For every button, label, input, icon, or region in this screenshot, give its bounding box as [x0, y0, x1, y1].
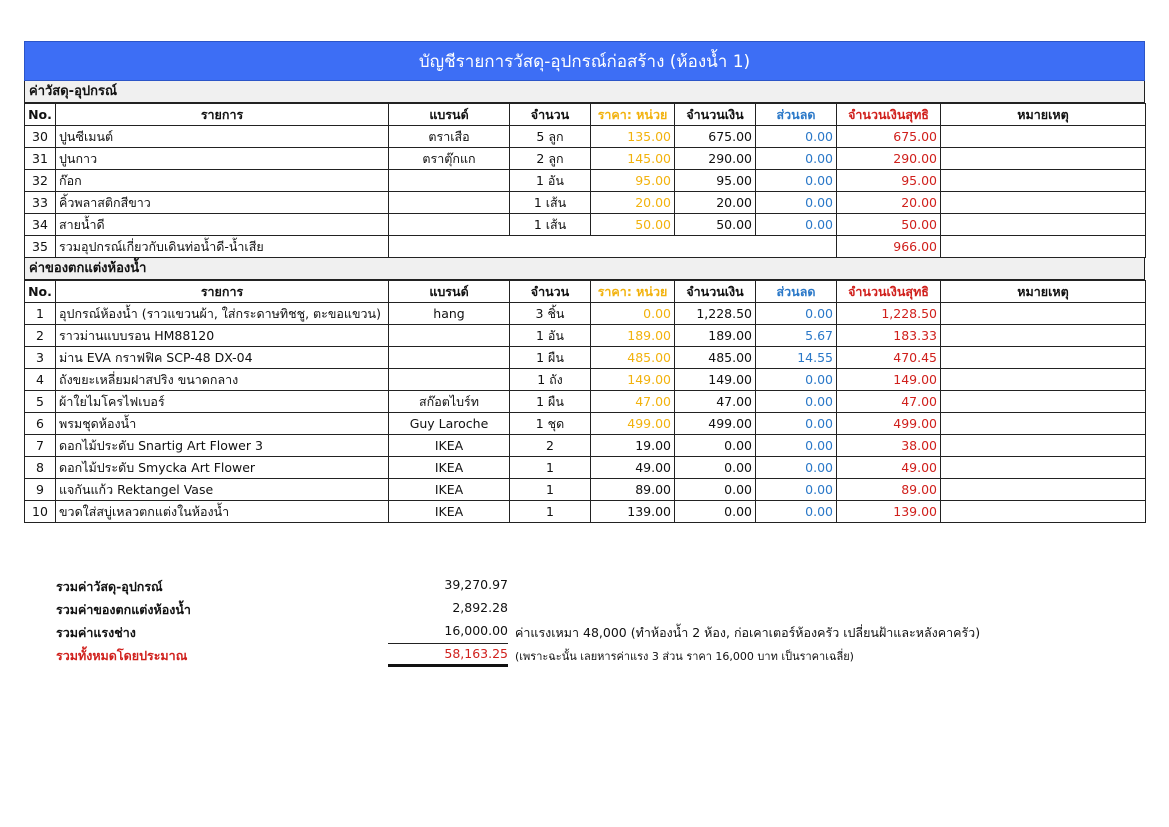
- row-qty: 1 อัน: [510, 325, 591, 347]
- row-brand: hang: [389, 303, 510, 325]
- row-item: ปูนกาว: [56, 148, 389, 170]
- row-note: [941, 435, 1146, 457]
- row-amount: 485.00: [675, 347, 756, 369]
- row-qty: 1: [510, 479, 591, 501]
- row-discount: 0.00: [756, 170, 837, 192]
- table-row: [25, 435, 1146, 457]
- col-note-header: หมายเหตุ: [941, 281, 1146, 303]
- row-brand: [389, 170, 510, 192]
- row-discount: 0.00: [756, 391, 837, 413]
- row-item: ถังขยะเหลี่ยมฝาสปริง ขนาดกลาง: [56, 369, 389, 391]
- row-price: 95.00: [591, 170, 675, 192]
- row-net: 38.00: [837, 435, 941, 457]
- total-top-rule: [388, 643, 508, 644]
- table-row: [25, 126, 1146, 148]
- summary-total-note: (เพราะฉะนั้น เลยหารค่าแรง 3 ส่วน ราคา 16,000 บาท เป็นราคาเฉลี่ย): [515, 650, 854, 663]
- table-row: [25, 391, 1146, 413]
- row-no: 8: [25, 457, 56, 479]
- row-amount: 0.00: [675, 435, 756, 457]
- row-discount: 0.00: [756, 148, 837, 170]
- row-net: 290.00: [837, 148, 941, 170]
- row-brand: IKEA: [389, 457, 510, 479]
- row-brand: สก๊อตไบร์ท: [389, 391, 510, 413]
- table-row: [25, 479, 1146, 501]
- row-qty: 1: [510, 501, 591, 523]
- row-discount: 0.00: [756, 413, 837, 435]
- col-brand-header: แบรนด์: [389, 104, 510, 126]
- row-price: 19.00: [591, 435, 675, 457]
- row-net: 1,228.50: [837, 303, 941, 325]
- row-discount: 0.00: [756, 501, 837, 523]
- row-qty: 1 ผืน: [510, 347, 591, 369]
- summary-labor-value: 16,000.00: [444, 623, 508, 638]
- row-note: [941, 214, 1146, 236]
- row-amount: 290.00: [675, 148, 756, 170]
- row-qty: 1 เส้น: [510, 214, 591, 236]
- col-net-header: จำนวนเงินสุทธิ: [837, 281, 941, 303]
- row-qty: 3 ชิ้น: [510, 303, 591, 325]
- row-note: [941, 325, 1146, 347]
- row-net: 50.00: [837, 214, 941, 236]
- row-price: 50.00: [591, 214, 675, 236]
- table-row: [25, 413, 1146, 435]
- row-item: ดอกไม้ประดับ Smycka Art Flower: [56, 457, 389, 479]
- row-no: 9: [25, 479, 56, 501]
- row-note: [941, 192, 1146, 214]
- row-qty: 1 อัน: [510, 170, 591, 192]
- row-qty: 1: [510, 457, 591, 479]
- materials-table: [24, 103, 1146, 258]
- row-no: 30: [25, 126, 56, 148]
- subtotal-item: รวมอุปกรณ์เกี่ยวกับเดินท่อน้ำดี-น้ำเสีย: [56, 236, 389, 258]
- row-discount: 0.00: [756, 479, 837, 501]
- summary-labor-row: [56, 620, 1146, 643]
- section-materials-heading: ค่าวัสดุ-อุปกรณ์: [24, 81, 1145, 103]
- spreadsheet: [24, 41, 1145, 523]
- table-row: [25, 214, 1146, 236]
- row-brand: [389, 325, 510, 347]
- row-price: 149.00: [591, 369, 675, 391]
- row-net: 470.45: [837, 347, 941, 369]
- sheet-title: บัญชีรายการวัสดุ-อุปกรณ์ก่อสร้าง (ห้องน้ำ 1): [24, 41, 1145, 81]
- subtotal-blank: [389, 236, 837, 258]
- row-note: [941, 126, 1146, 148]
- row-discount: 0.00: [756, 303, 837, 325]
- row-no: 1: [25, 303, 56, 325]
- row-price: 89.00: [591, 479, 675, 501]
- col-brand-header: แบรนด์: [389, 281, 510, 303]
- row-brand: [389, 369, 510, 391]
- row-note: [941, 413, 1146, 435]
- row-net: 47.00: [837, 391, 941, 413]
- row-item: อุปกรณ์ห้องน้ำ (ราวแขวนผ้า, ใส่กระดาษทิชชู, ตะขอแขวน): [56, 303, 389, 325]
- row-price: 499.00: [591, 413, 675, 435]
- row-net: 499.00: [837, 413, 941, 435]
- row-item: แจกันแก้ว Rektangel Vase: [56, 479, 389, 501]
- table-row: [25, 501, 1146, 523]
- col-net-header: จำนวนเงินสุทธิ: [837, 104, 941, 126]
- row-amount: 0.00: [675, 479, 756, 501]
- row-net: 20.00: [837, 192, 941, 214]
- summary-total-row: [56, 643, 1146, 666]
- row-price: 145.00: [591, 148, 675, 170]
- row-item: คิ้วพลาสติกสีขาว: [56, 192, 389, 214]
- row-price: 47.00: [591, 391, 675, 413]
- row-price: 0.00: [591, 303, 675, 325]
- row-item: ก๊อก: [56, 170, 389, 192]
- row-item: ดอกไม้ประดับ Snartig Art Flower 3: [56, 435, 389, 457]
- subtotal-row: [25, 236, 1146, 258]
- row-qty: 2: [510, 435, 591, 457]
- row-no: 4: [25, 369, 56, 391]
- row-qty: 1 ผืน: [510, 391, 591, 413]
- row-discount: 0.00: [756, 369, 837, 391]
- row-discount: 0.00: [756, 192, 837, 214]
- summary-materials-label: รวมค่าวัสดุ-อุปกรณ์: [56, 579, 163, 594]
- row-brand: [389, 192, 510, 214]
- row-no: 2: [25, 325, 56, 347]
- row-qty: 1 ถัง: [510, 369, 591, 391]
- table-row: [25, 457, 1146, 479]
- row-no: 31: [25, 148, 56, 170]
- row-amount: 50.00: [675, 214, 756, 236]
- summary-materials-value: 39,270.97: [444, 577, 508, 592]
- row-brand: [389, 347, 510, 369]
- row-price: 189.00: [591, 325, 675, 347]
- row-brand: IKEA: [389, 501, 510, 523]
- row-note: [941, 369, 1146, 391]
- row-no: 7: [25, 435, 56, 457]
- row-brand: ตราเสือ: [389, 126, 510, 148]
- col-qty-header: จำนวน: [510, 104, 591, 126]
- row-amount: 1,228.50: [675, 303, 756, 325]
- col-price-header: ราคา: หน่วย: [591, 281, 675, 303]
- section-decor-heading: ค่าของตกแต่งห้องน้ำ: [24, 258, 1145, 280]
- row-no: 6: [25, 413, 56, 435]
- subtotal-note: [941, 236, 1146, 258]
- row-qty: 1 เส้น: [510, 192, 591, 214]
- row-price: 20.00: [591, 192, 675, 214]
- row-note: [941, 170, 1146, 192]
- summary-labor-label: รวมค่าแรงช่าง: [56, 625, 136, 640]
- row-note: [941, 148, 1146, 170]
- row-price: 135.00: [591, 126, 675, 148]
- row-no: 34: [25, 214, 56, 236]
- col-amount-header: จำนวนเงิน: [675, 104, 756, 126]
- row-note: [941, 303, 1146, 325]
- summary-block: [56, 574, 1146, 666]
- col-item-header: รายการ: [56, 104, 389, 126]
- summary-decor-label: รวมค่าของตกแต่งห้องน้ำ: [56, 602, 191, 617]
- summary-total-value: 58,163.25: [444, 646, 508, 661]
- row-note: [941, 391, 1146, 413]
- row-discount: 5.67: [756, 325, 837, 347]
- row-discount: 0.00: [756, 126, 837, 148]
- row-note: [941, 457, 1146, 479]
- row-item: สายน้ำดี: [56, 214, 389, 236]
- row-brand: IKEA: [389, 479, 510, 501]
- col-price-header: ราคา: หน่วย: [591, 104, 675, 126]
- materials-header-row: [25, 104, 1146, 126]
- row-no: 3: [25, 347, 56, 369]
- row-note: [941, 479, 1146, 501]
- row-discount: 14.55: [756, 347, 837, 369]
- row-discount: 0.00: [756, 457, 837, 479]
- row-qty: 1 ชุด: [510, 413, 591, 435]
- row-discount: 0.00: [756, 435, 837, 457]
- row-amount: 499.00: [675, 413, 756, 435]
- summary-total-label: รวมทั้งหมดโดยประมาณ: [56, 648, 188, 663]
- row-net: 139.00: [837, 501, 941, 523]
- row-item: ปูนซีเมนต์: [56, 126, 389, 148]
- col-note-header: หมายเหตุ: [941, 104, 1146, 126]
- col-discount-header: ส่วนลด: [756, 281, 837, 303]
- row-no: 33: [25, 192, 56, 214]
- row-brand: ตราตุ๊กแก: [389, 148, 510, 170]
- row-qty: 5 ลูก: [510, 126, 591, 148]
- row-no: 32: [25, 170, 56, 192]
- row-net: 149.00: [837, 369, 941, 391]
- col-qty-header: จำนวน: [510, 281, 591, 303]
- row-net: 95.00: [837, 170, 941, 192]
- col-no-header: No.: [25, 104, 56, 126]
- table-row: [25, 148, 1146, 170]
- row-qty: 2 ลูก: [510, 148, 591, 170]
- row-item: ม่าน EVA กราฟฟิค SCP-48 DX-04: [56, 347, 389, 369]
- row-amount: 675.00: [675, 126, 756, 148]
- row-brand: [389, 214, 510, 236]
- col-no-header: No.: [25, 281, 56, 303]
- table-row: [25, 347, 1146, 369]
- row-no: 10: [25, 501, 56, 523]
- table-row: [25, 303, 1146, 325]
- row-item: ผ้าใยไมโครไฟเบอร์: [56, 391, 389, 413]
- row-net: 89.00: [837, 479, 941, 501]
- row-note: [941, 501, 1146, 523]
- col-discount-header: ส่วนลด: [756, 104, 837, 126]
- row-note: [941, 347, 1146, 369]
- summary-labor-note: ค่าแรงเหมา 48,000 (ทำห้องน้ำ 2 ห้อง, ก่อเคาเตอร์ห้องครัว เปลี่ยนฝ้าและหลังคาครัว): [515, 625, 981, 640]
- row-price: 139.00: [591, 501, 675, 523]
- row-item: ราวม่านแบบรอน HM88120: [56, 325, 389, 347]
- row-amount: 189.00: [675, 325, 756, 347]
- subtotal-no: 35: [25, 236, 56, 258]
- row-net: 675.00: [837, 126, 941, 148]
- row-amount: 20.00: [675, 192, 756, 214]
- subtotal-net: 966.00: [837, 236, 941, 258]
- row-item: ขวดใส่สบู่เหลวตกแต่งในห้องน้ำ: [56, 501, 389, 523]
- decor-header-row: [25, 281, 1146, 303]
- summary-decor-value: 2,892.28: [452, 600, 508, 615]
- row-amount: 149.00: [675, 369, 756, 391]
- summary-decor-row: [56, 597, 1146, 620]
- row-price: 49.00: [591, 457, 675, 479]
- table-row: [25, 369, 1146, 391]
- col-amount-header: จำนวนเงิน: [675, 281, 756, 303]
- row-net: 183.33: [837, 325, 941, 347]
- row-amount: 0.00: [675, 457, 756, 479]
- table-row: [25, 192, 1146, 214]
- decor-table: [24, 280, 1146, 523]
- table-row: [25, 170, 1146, 192]
- row-discount: 0.00: [756, 214, 837, 236]
- col-item-header: รายการ: [56, 281, 389, 303]
- row-brand: IKEA: [389, 435, 510, 457]
- total-double-rule: [388, 664, 508, 667]
- summary-materials-row: [56, 574, 1146, 597]
- table-row: [25, 325, 1146, 347]
- row-brand: Guy Laroche: [389, 413, 510, 435]
- row-item: พรมชุดห้องน้ำ: [56, 413, 389, 435]
- row-no: 5: [25, 391, 56, 413]
- row-net: 49.00: [837, 457, 941, 479]
- row-amount: 0.00: [675, 501, 756, 523]
- row-price: 485.00: [591, 347, 675, 369]
- row-amount: 47.00: [675, 391, 756, 413]
- row-amount: 95.00: [675, 170, 756, 192]
